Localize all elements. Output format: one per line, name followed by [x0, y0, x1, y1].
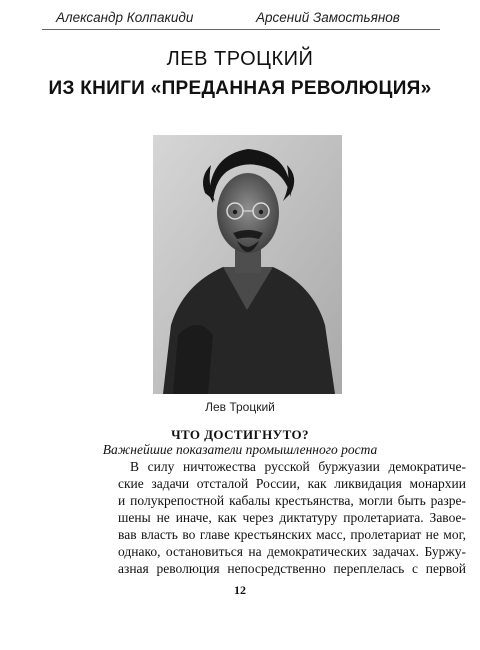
body-text-line: однако, остановиться на демократических задачах. Буржу- — [118, 544, 466, 559]
body-text-line: и полукрепостной кабалы крестьянства, могли быть разре- — [118, 493, 466, 508]
portrait-photo — [153, 135, 342, 394]
body-text-line: шены не иначе, как через диктатуру пролетариата. Завое- — [118, 510, 466, 525]
body-text-line: В силу ничтожества русской буржуазии демократиче- — [130, 459, 466, 474]
chapter-author: ЛЕВ ТРОЦКИЙ — [166, 48, 314, 70]
portrait-illustration — [153, 135, 342, 394]
section-subtitle: Важнейшие показатели промышленного роста — [102, 442, 378, 457]
header-author-left: Александр Колпакиди — [56, 10, 194, 25]
body-text-line: азная революция непосредственно переплелась с первой — [118, 561, 466, 576]
portrait-caption: Лев Троцкий — [205, 400, 275, 414]
header-rule — [42, 29, 440, 30]
section-title: ЧТО ДОСТИГНУТО? — [171, 427, 309, 442]
body-text-line: вав власть во главе крестьянских масс, пролетариат не мог, — [118, 527, 466, 542]
body-text-line: ские задачи отсталой России, как ликвидация монархии — [118, 476, 466, 491]
header-author-right: Арсений Замостьянов — [256, 10, 400, 25]
page-number: 12 — [234, 583, 246, 597]
running-header — [40, 10, 440, 26]
chapter-title: ИЗ КНИГИ «ПРЕДАННАЯ РЕВОЛЮЦИЯ» — [48, 78, 432, 99]
